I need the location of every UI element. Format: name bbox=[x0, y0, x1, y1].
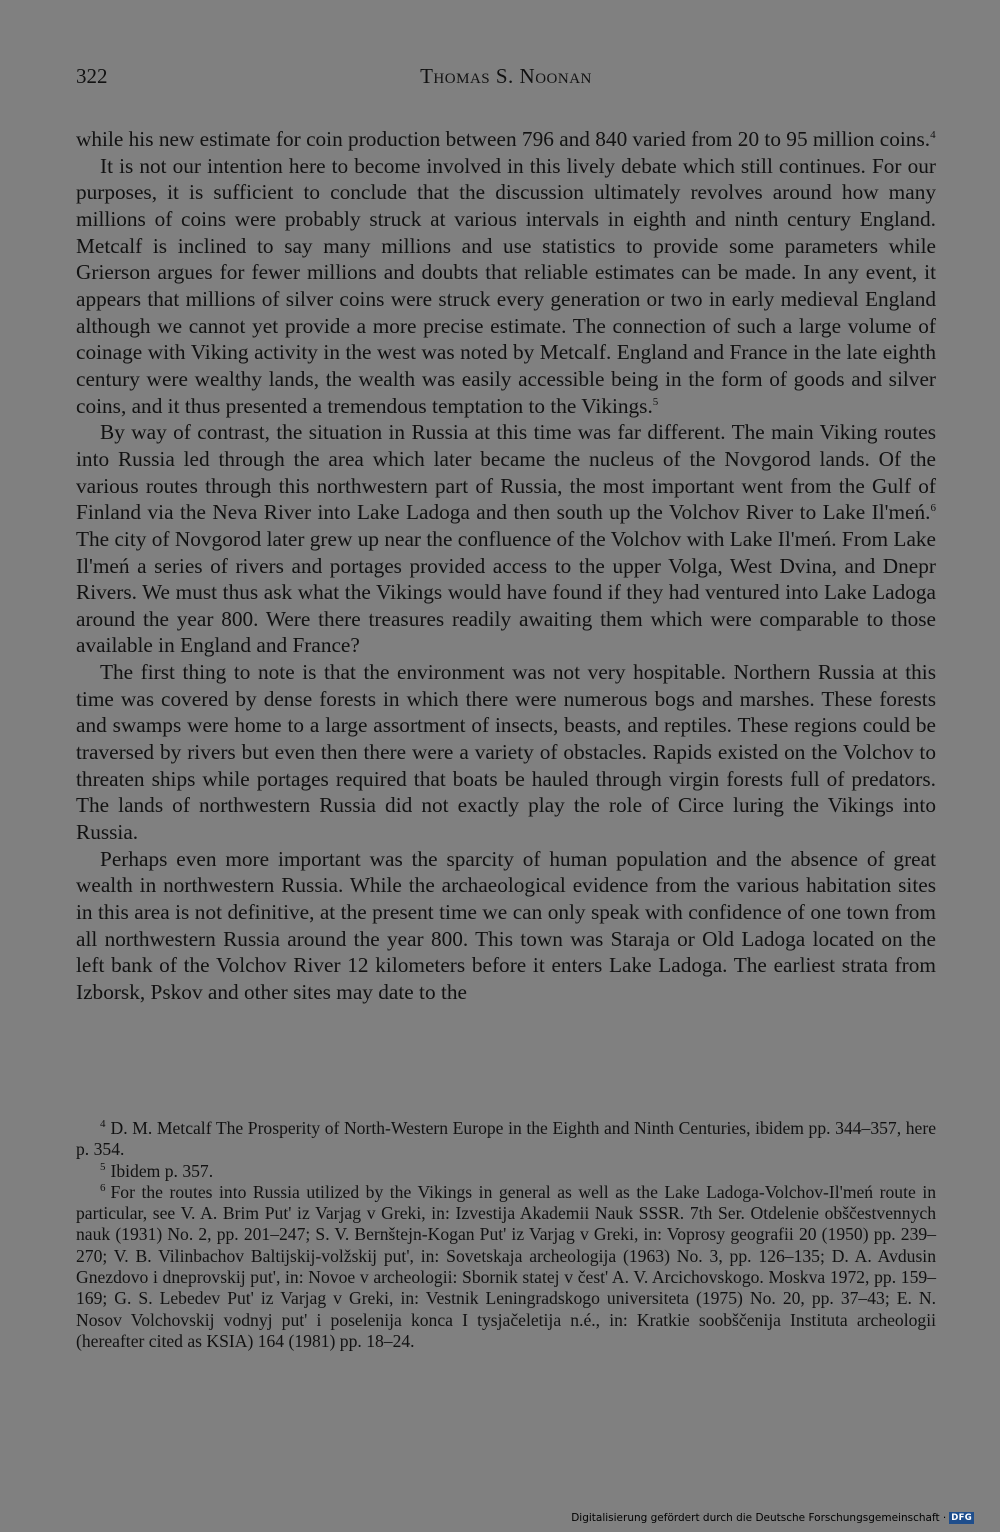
paragraph-1 bbox=[76, 126, 936, 153]
footnote-text: For the routes into Russia utilized by the Vikings in general as well as the Lake Ladoga-Volchov-Il'meń route in particular, see V. A. Brim Put' iz Varjag v Greki, in: Izvestija Akademii Nauk SSSR. 7th Ser. Otdelenie obščestvennych nauk (1931) No. 2, pp. 201–247; S. V. Bernštejn-Kogan Put' iz Varjag v Greki, in: Voprosy geografii 20 (1950) pp. 239–270; V. B. Vilinbachov Baltijskij-volžskij put', in: Sovetskaja archeologija (1963) No. 3, pp. 126–135; D. A. Avdusin Gnezdovo i dneprovskij put', in: Novoe v archeologii: Sbornik statej v čest' A. V. Arcichovskogo. Moskva 1972, pp. 159–169; G. S. Lebedev Put' iz Varjag v Greki, in: Vestnik Leningradskogo universiteta (1975) No. 20, pp. 37–43; E. N. Nosov Volchovskij vodnyj put' i poselenija konca I tysjačeletija n.é., in: Kratkie soobščenija Instituta archeologii (hereafter cited as KSIA) 164 (1981) pp. 18–24. bbox=[76, 1181, 936, 1351]
paragraph-text: while his new estimate for coin production between 796 and 840 varied from 20 to 95 million coins. bbox=[76, 127, 931, 151]
page-number: 322 bbox=[76, 64, 108, 88]
footnote-4 bbox=[76, 1118, 936, 1161]
footnote-text: Ibidem p. 357. bbox=[110, 1160, 214, 1181]
paragraph-5 bbox=[76, 846, 936, 1006]
footnote-ref: 6 bbox=[930, 502, 936, 515]
page-header bbox=[76, 64, 936, 94]
footnote-mark: 4 bbox=[100, 1118, 106, 1131]
dfg-logo-icon: DFG bbox=[951, 1513, 972, 1523]
paragraph-text: It is not our intention here to become involved in this lively debate which still continues. For our purposes, it is sufficient to conclude that the discussion ultimately revolves around how many millions of coins were probably struck at various intervals in eighth and ninth century England. Metcalf is inclined to say many millions and use statistics to provide some parameters while Grierson argues for fewer millions and doubts that reliable estimates can be made. In any event, it appears that millions of silver coins were struck every generation or two in early medieval England although we cannot yet provide a more precise estimate. The connection of such a large volume of coinage with Viking activity in the west was noted by Metcalf. England and France in the late eighth century were wealthy lands, the wealth was easily accessible being in the form of goods and silver coins, and it thus presented a tremendous temptation to the Vikings. bbox=[76, 153, 936, 418]
paragraph-text-continued: The city of Novgorod later grew up near the confluence of the Volchov with Lake Il'meń. From Lake Il'meń a series of rivers and portages provided access to the upper Volga, West Dvina, and Dnepr Rivers. We must thus ask what the Vikings would have found if they had ventured into Lake Ladoga around the year 800. Were there treasures readily awaiting them which were comparable to those available in England and France? bbox=[76, 526, 936, 658]
footnote-text: D. M. Metcalf The Prosperity of North-Western Europe in the Eighth and Ninth Centuries, ibidem pp. 344–357, here p. 354. bbox=[76, 1118, 936, 1160]
paragraph-4 bbox=[76, 659, 936, 846]
running-head: Thomas S. Noonan bbox=[420, 64, 592, 88]
paragraph-3 bbox=[76, 419, 936, 659]
body-text bbox=[76, 126, 936, 1006]
footnote-mark: 6 bbox=[100, 1182, 106, 1195]
footnote-mark: 5 bbox=[100, 1160, 106, 1173]
credit-text: Digitalisierung gefördert durch die Deutsche Forschungsgemeinschaft · bbox=[571, 1512, 947, 1524]
footnotes bbox=[76, 1118, 936, 1352]
footnote-ref: 5 bbox=[652, 395, 659, 408]
paragraph-text: Perhaps even more important was the sparcity of human population and the absence of great wealth in northwestern Russia. While the archaeological evidence from the various habitation sites in this area is not definitive, at the present time we can only speak with confidence of one town from all northwestern Russia around the year 800. This town was Staraja or Old Ladoga located on the left bank of the Volchov River 12 kilometers before it enters Lake Ladoga. The earliest strata from Izborsk, Pskov and other sites may date to the bbox=[76, 846, 936, 1004]
footnote-6 bbox=[76, 1182, 936, 1352]
footnote-5 bbox=[76, 1161, 936, 1182]
paragraph-text: The first thing to note is that the environment was not very hospitable. Northern Russia at this time was covered by dense forests in which there were numerous bogs and marshes. These forests and swamps were home to a large assortment of insects, beasts, and reptiles. These regions could be traversed by rivers but even then there were a variety of obstacles. Rapids existed on the Volchov to threaten ships while portages required that boats be hauled through virgin forests full of predators. The lands of northwestern Russia did not exactly play the role of Circe luring the Vikings into Russia. bbox=[76, 660, 936, 845]
paragraph-text: By way of contrast, the situation in Russia at this time was far different. The main Viking routes into Russia led through the area which later became the nucleus of the Novgorod lands. Of the various routes through this northwestern part of Russia, the most important went from the Gulf of Finland via the Neva River into Lake Ladoga and then south up the Volchov River to Lake Il'meń. bbox=[76, 420, 936, 525]
paragraph-2 bbox=[76, 153, 936, 420]
digitization-credit bbox=[571, 1510, 974, 1526]
footnote-ref: 4 bbox=[930, 128, 936, 141]
